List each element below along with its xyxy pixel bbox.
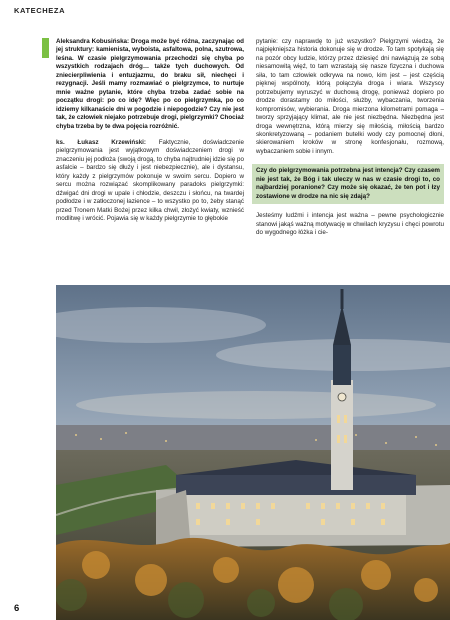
monastery-photo — [56, 285, 450, 620]
answer-paragraph: Jesteśmy ludźmi i intencja jest ważna – pewne psychologicznie stanowi jakąś ważną motywację w chwilach kryzysu i chęci powrotu do wygodnego łóżka i cie- — [256, 212, 444, 237]
question-paragraph: Czy do pielgrzymowania potrzebna jest intencja? Czy czasem nie jest tak, że Bóg i tak uleczy w nas w czasie drogi to, co najbardziej poranione? Czy może się okazać, że ten pot i łzy zostawione w drodze na nic się zdają? — [256, 167, 440, 200]
left-column — [56, 38, 244, 232]
page-number: 6 — [14, 603, 20, 614]
section-label: KATECHEZA — [14, 6, 66, 15]
answer-continuation: pytanie: czy naprawdę to już wszystko? Pielgrzymi wiedzą, że najpiękniejsza historia dokonuje się w drodze. To tam spotykają się na pozór obcy ludzie, którzy przez dziesięć dni nawiązują ze sobą niesamowitą więź, to tam wzrastają się nasze fizyczna i duchowa siła, to tam człowiek odkrywa na nowo, kim jest – jest częścią pięknej wspólnoty, którą połączyła droga i wiara. Wszyscy potrzebujemy wyruszyć w duchową drogę, ponieważ dopiero po drodze dorastamy do miłości, służby, wybaczania, tworzenia kompromisów, wybierania. Droga mierzona kilometrami pomaga – tworzy sprzyjający klimat, ale nie jest niezbędna. Niezbędna jest droga wewnętrzna, którą mierzy się miłością, miłością bardzo skonkretyzowaną – podaniem butelki wody czy pomocnej dłoni, skierowaniem kroków w stronę konfesjonału, rozmową, wybaczaniem sobie i innym. — [256, 38, 444, 155]
right-column — [256, 38, 444, 246]
answer-paragraph — [56, 139, 244, 224]
accent-bar — [42, 38, 49, 58]
speaker-name: ks. Łukasz Krzewiński: — [56, 138, 146, 146]
question-paragraph: Aleksandra Kobusińska: Droga może być różna, zaczynając od jej struktury: kamienista, wyboista, asfaltowa, polna, szutrowa, leśna. W czasie pielgrzymowania przechodzi się chyba po wszystkich rodzajach dróg… także tych duchowych. Od zniecierpliwienia i entuzjazmu, do braku sił, niechęci i rezygnacji. Jeśli mamy rozmawiać o pielgrzymce, to nurtuje mnie ważne pytanie, które chyba trzeba zadać sobie na początku drogi: po co idę? Więc po co pielgrzymka, po co idziemy kilkanaście dni w pogodzie i niepogodzie? Czy nie jest tak, że człowiek niejako potrzebuje drogi, pielgrzymki? Chociaż chyba trzeba by te dwa pojęcia rozróżnić. — [56, 38, 244, 130]
answer-text: Faktycznie, doświadczenie pielgrzymowania jest wyjątkowym doświadczeniem drogi w znaczeniu jej podłoża (swoją drogą, to chyba najtrudniej idzie się po asfalcie – bardzo się dłuży i jest niebezpiecznie), ale i dystansu, który każdy z pielgrzymów pokonuje w swoim sercu. Dopiero w sercu można rozwiązać skomplikowany paradoks pielgrzymki: dźwigać dni drogi w upale i chłodzie, deszczu i słońcu, na twardej podłodze i w zatłoczonej łazience – to wszystko po to, żeby stanąć przed Tronem Matki Bożej przez kilka chwil, złożyć kwiaty, wznieść modlitwę i wrócić. Pojawia się w każdy pielgrzymie to głębokie — [56, 138, 244, 223]
question-box — [252, 164, 444, 204]
